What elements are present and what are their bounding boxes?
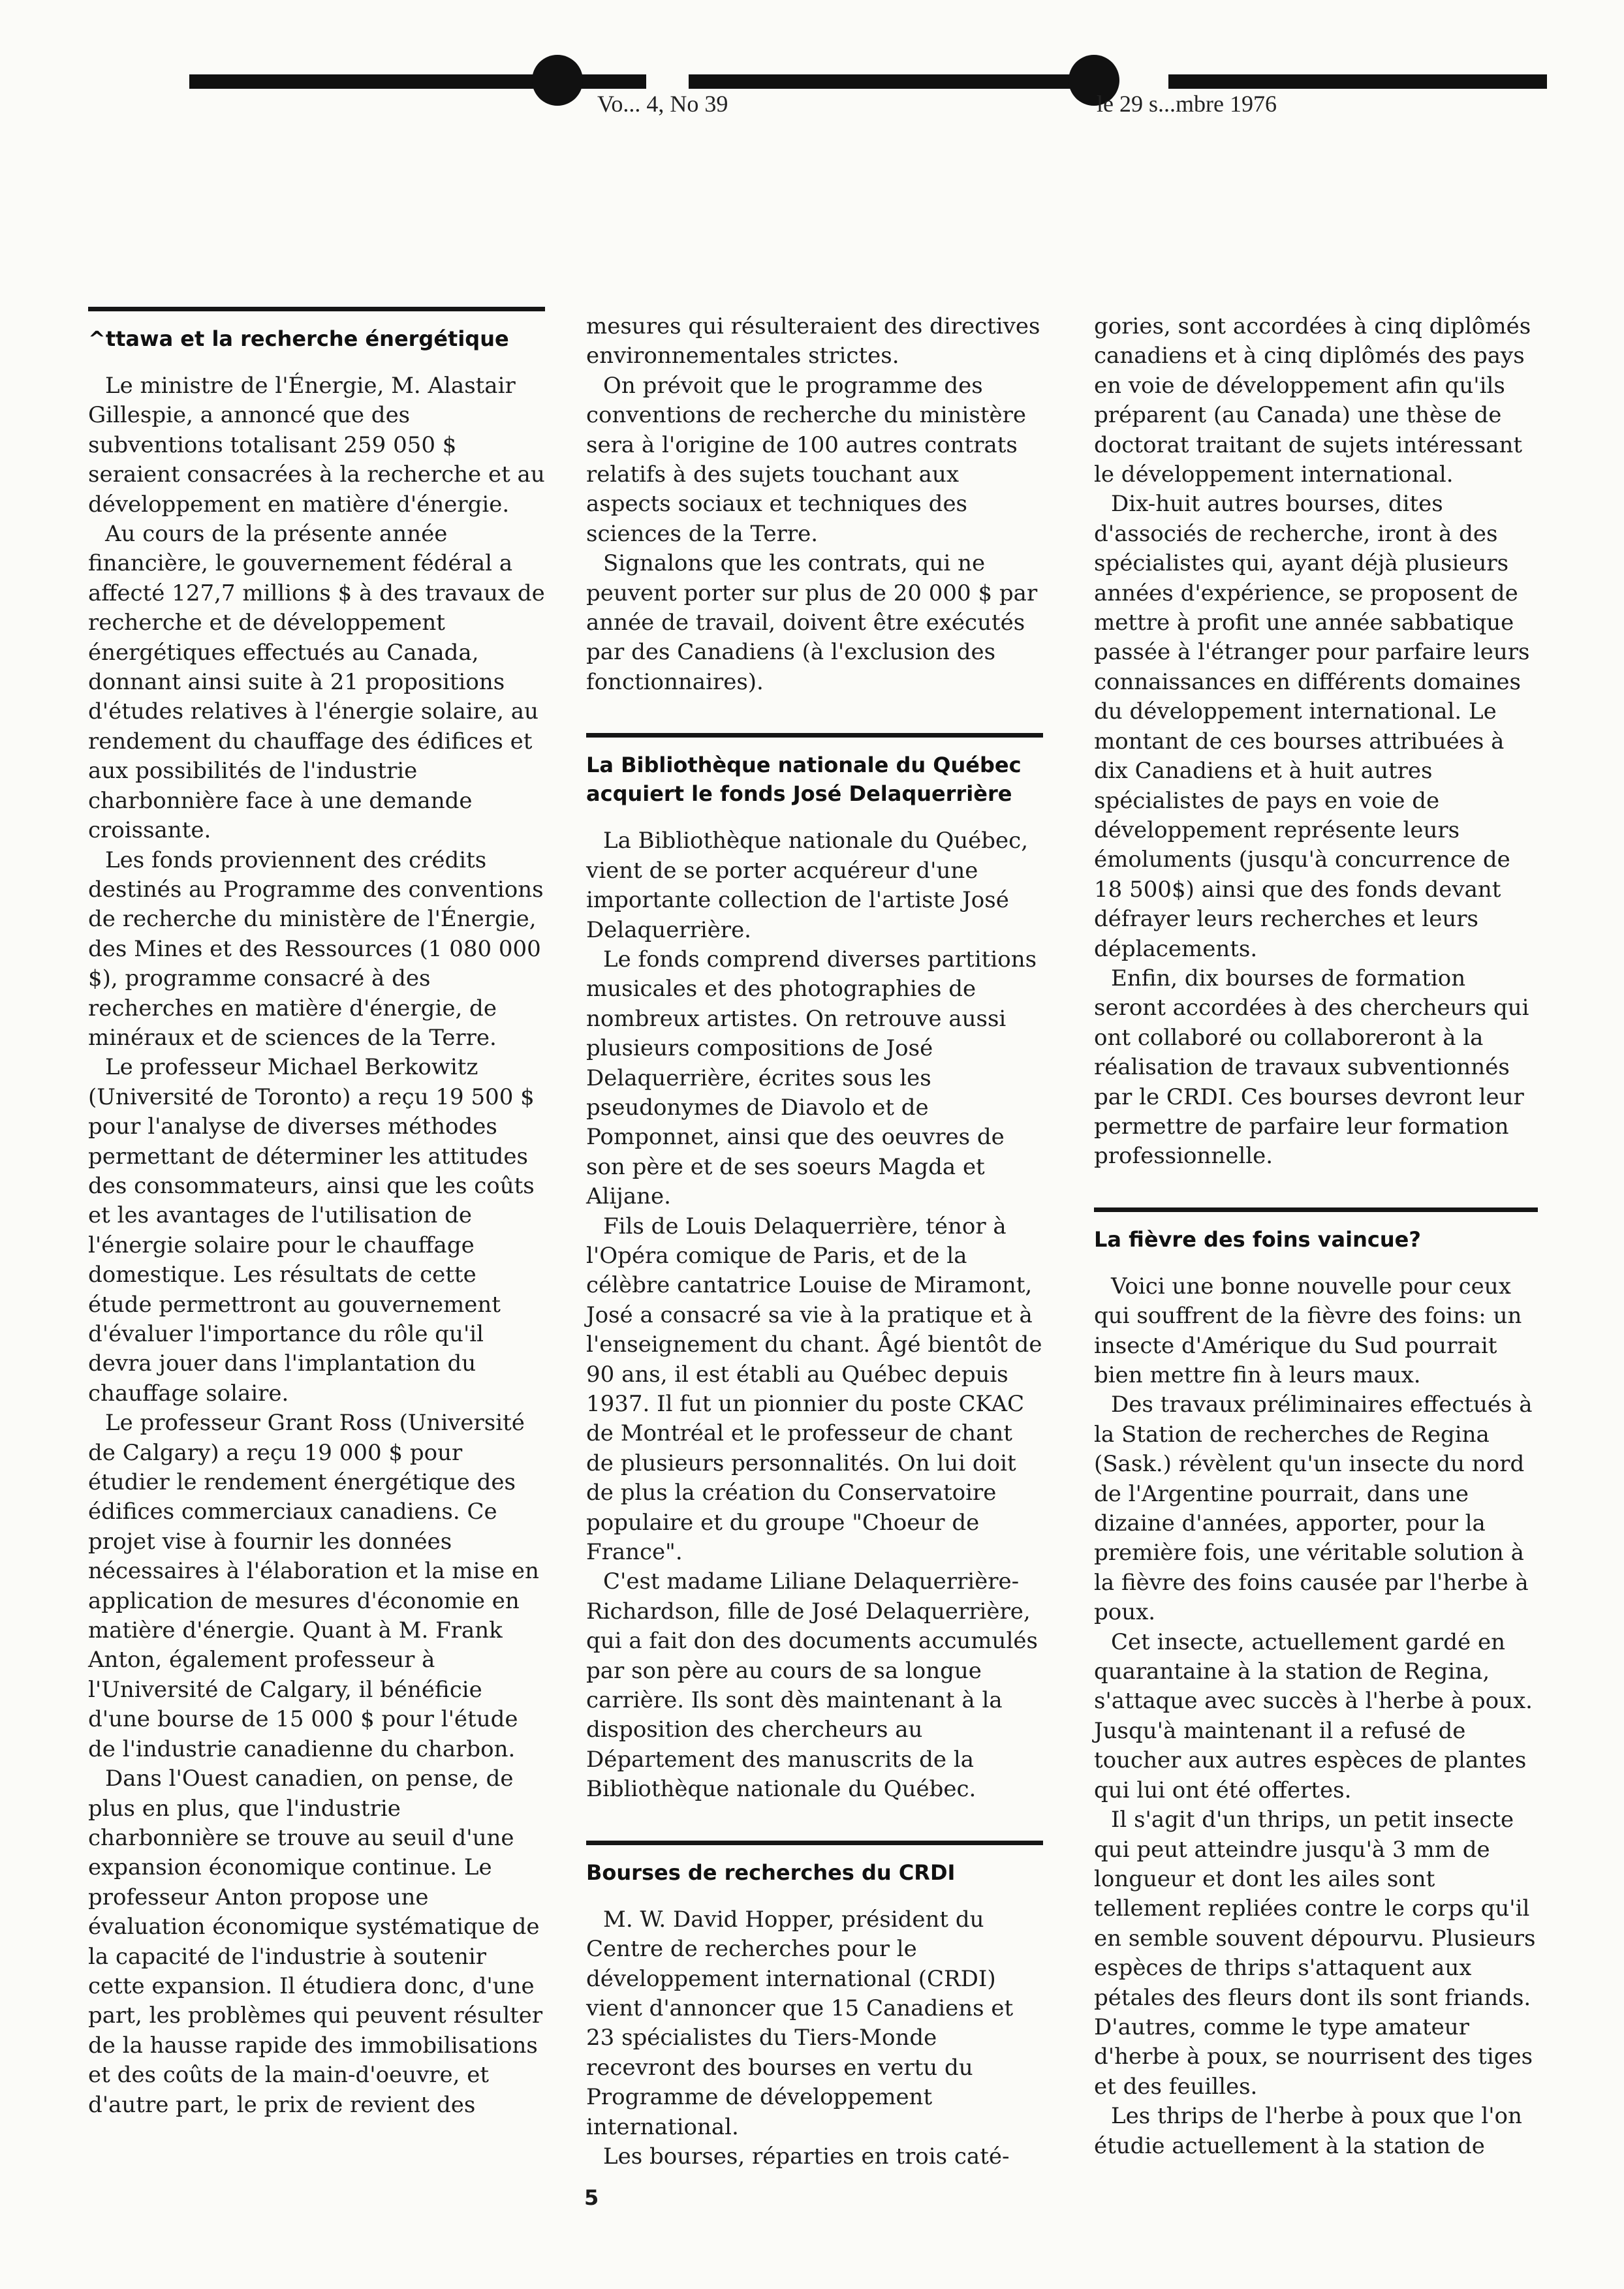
issue-date: le 29 s...mbre 1976	[1097, 91, 1277, 117]
paragraph: Les fonds proviennent des crédits destinés au Programme des conventions de recherche du ministère de l'Énergie, des Mines et des Ressources (1 080 000 $), programme consacré à des recherches en matière d'énergie, de minéraux et de sciences de la Terre.	[88, 847, 544, 1051]
column-1	[88, 307, 545, 2120]
article-title-hayfever: La fièvre des foins vaincue?	[1094, 1226, 1421, 1252]
paragraph: Cet insecte, actuellement gardé en quarantaine à la station de Regina, s'attaque avec succès à l'herbe à poux. Jusqu'à maintenant il a refusé de toucher aux autres espèces de plantes qui lui ont été offertes.	[1094, 1628, 1533, 1803]
paragraph: Le ministre de l'Énergie, M. Alastair Gillespie, a annoncé que des subventions totalisant 259 050 $ seraient consacrées à la recherche et au développement en matière d'énergie.	[88, 373, 545, 518]
paragraph: Voici une bonne nouvelle pour ceux qui souffrent de la fièvre des foins: un insecte d'Amérique du Sud pourrait bien mettre fin à leurs maux.	[1094, 1273, 1522, 1388]
article-rule	[1094, 1207, 1538, 1212]
paragraph: Le fonds comprend diverses partitions musicales et des photographies de nombreux artistes. On retrouve aussi plusieurs compositions de José Delaquerrière, écrites sous les pseudonymes de Diavolo et de Pomponnet, ainsi que des oeuvres de son père et de ses soeurs Magda et Alijane.	[586, 946, 1037, 1210]
article-title-library: La Bibliothèque nationale du Québec acquiert le fonds José Delaquerrière	[586, 753, 1022, 807]
paragraph: Il s'agit d'un thrips, un petit insecte qui peut atteindre jusqu'à 3 mm de longueur et dont les ailes sont tellement repliées contre le corps qu'il en semble souvent dépourvu. Plusieurs espèces de thrips s'attaquent aux pétales des fleurs dont ils sont friands. D'autres, comme le type amateur d'herbe à poux, se nourrisent des tiges et des feuilles.	[1094, 1807, 1536, 2100]
article-rule	[586, 733, 1043, 738]
paragraph: mesures qui résulteraient des directives environnementales strictes.	[586, 313, 1040, 369]
paragraph: Les thrips de l'herbe à poux que l'on étudie actuellement à la station de	[1094, 2103, 1522, 2159]
paragraph: Des travaux préliminaires effectués à la Station de recherches de Regina (Sask.) révèlent qu'un insecte du nord de l'Argentine pourrait, dans une dizaine d'années, apporter, pour la première fois, une véritable solution à la fièvre des foins causée par l'herbe à poux.	[1094, 1392, 1533, 1626]
masthead-dot-left	[532, 55, 583, 106]
paragraph: C'est madame Liliane Delaquerrière-Richardson, fille de José Delaquerrière, qui a fait don des documents accumulés par son père au cours de sa longue carrière. Ils sont dès maintenant à la disposition des chercheurs au Département des manuscrits de la Bibliothèque nationale du Québec.	[586, 1568, 1038, 1803]
column-2	[586, 312, 1043, 2172]
paragraph: gories, sont accordées à cinq diplômés canadiens et à cinq diplômés des pays en voie de développement afin qu'ils préparent (au Canada) une thèse de doctorat traitant de sujets intéressant le développement international.	[1094, 313, 1531, 488]
paragraph: Les bourses, réparties en trois caté-	[603, 2143, 1010, 2170]
paragraph: Le professeur Grant Ross (Université de Calgary) a reçu 19 000 $ pour étudier le rendement énergétique des édifices commerciaux canadiens. Ce projet vise à fournir les données nécessaires à l'élaboration et la mise en application de mesures d'économie en matière d'énergie. Quant à M. Frank Anton, également professeur à l'Université de Calgary, il bénéficie d'une bourse de 15 000 $ pour l'étude de l'industrie canadienne du charbon.	[88, 1410, 539, 1762]
paragraph: Enfin, dix bourses de formation seront accordées à des chercheurs qui ont collaboré ou collaboreront à la réalisation de travaux subventionnés par le CRDI. Ces bourses devront leur permettre de parfaire leur formation professionnelle.	[1094, 965, 1529, 1170]
article-title-crdi: Bourses de recherches du CRDI	[586, 1860, 956, 1885]
paragraph: On prévoit que le programme des conventions de recherche du ministère sera à l'origine de 100 autres contrats relatifs à des sujets touchant aux aspects sociaux et techniques des sciences de la Terre.	[586, 372, 1027, 547]
paragraph: Fils de Louis Delaquerrière, ténor à l'Opéra comique de Paris, et de la célèbre cantatrice Louise de Miramont, José a consacré sa vie à la pratique et à l'enseignement du chant. Âgé bientôt de 90 ans, il est établi au Québec depuis 1937. Il fut un pionnier du poste CKAC de Montréal et le professeur de chant de plusieurs personnalités. On lui doit de plus la création du Conservatoire populaire et du groupe "Choeur de France".	[586, 1213, 1042, 1566]
paragraph: M. W. David Hopper, président du Centre de recherches pour le développement international (CRDI) vient d'annoncer que 15 Canadiens et 23 spécialistes du Tiers-Monde recevront des bourses en vertu du Programme de développement international.	[586, 1906, 1014, 2140]
page-number: 5	[584, 2185, 599, 2210]
paragraph: Dix-huit autres bourses, dites d'associés de recherche, iront à des spécialistes qui, ayant déjà plusieurs années d'expérience, se proposent de mettre à profit une année sabbatique passée à l'étranger pour parfaire leurs connaissances en différents domaines du développement international. Le montant de ces bourses attribuées à dix Canadiens et à huit autres spécialistes de pays en voie de développement représente leurs émoluments (jusqu'à concurrence de 18 500$) ainsi que des fonds devant défrayer leurs recherches et leurs déplacements.	[1094, 491, 1530, 962]
paragraph: Le professeur Michael Berkowitz (Université de Toronto) a reçu 19 500 $ pour l'analyse de diverses méthodes permettant de déterminer les attitudes des consommateurs, ainsi que les coûts et les avantages de l'utilisation de l'énergie solaire pour le chauffage domestique. Les résultats de cette étude permettront au gouvernement d'évaluer l'importance du rôle qu'il devra jouer dans l'implantation du chauffage solaire.	[88, 1054, 535, 1407]
article-rule	[88, 307, 545, 311]
article-title-energy: ^ttawa et la recherche énergétique	[88, 326, 509, 351]
paragraph: Dans l'Ouest canadien, on pense, de plus en plus, que l'industrie charbonnière se trouve au seuil d'une expansion économique continue. Le professeur Anton propose une évaluation économique systématique de la capacité de l'industrie à soutenir cette expansion. Il étudiera donc, d'une part, les problèmes qui peuvent résulter de la hausse rapide des immobilisations et des coûts de la main-d'oeuvre, et d'autre part, le prix de revient des	[88, 1766, 543, 2118]
paragraph: La Bibliothèque nationale du Québec, vient de se porter acquéreur d'une importante collection de l'artiste José Delaquerrière.	[586, 828, 1029, 943]
masthead-rule-right	[1168, 74, 1547, 89]
masthead-rule-middle	[689, 74, 1087, 89]
article-rule	[586, 1841, 1043, 1845]
column-3	[1094, 312, 1538, 2161]
paragraph: Signalons que les contrats, qui ne peuvent porter sur plus de 20 000 $ par année de travail, doivent être exécutés par des Canadiens (à l'exclusion des fonctionnaires).	[586, 550, 1038, 695]
paragraph: Au cours de la présente année financière, le gouvernement fédéral a affecté 127,7 millions $ à des travaux de recherche et de développement énergétiques effectués au Canada, donnant ainsi suite à 21 propositions d'études relatives à l'énergie solaire, au rendement du chauffage des édifices et aux possibilités de l'industrie charbonnière face à une demande croissante.	[88, 521, 545, 844]
volume-number: Vo... 4, No 39	[597, 91, 728, 117]
